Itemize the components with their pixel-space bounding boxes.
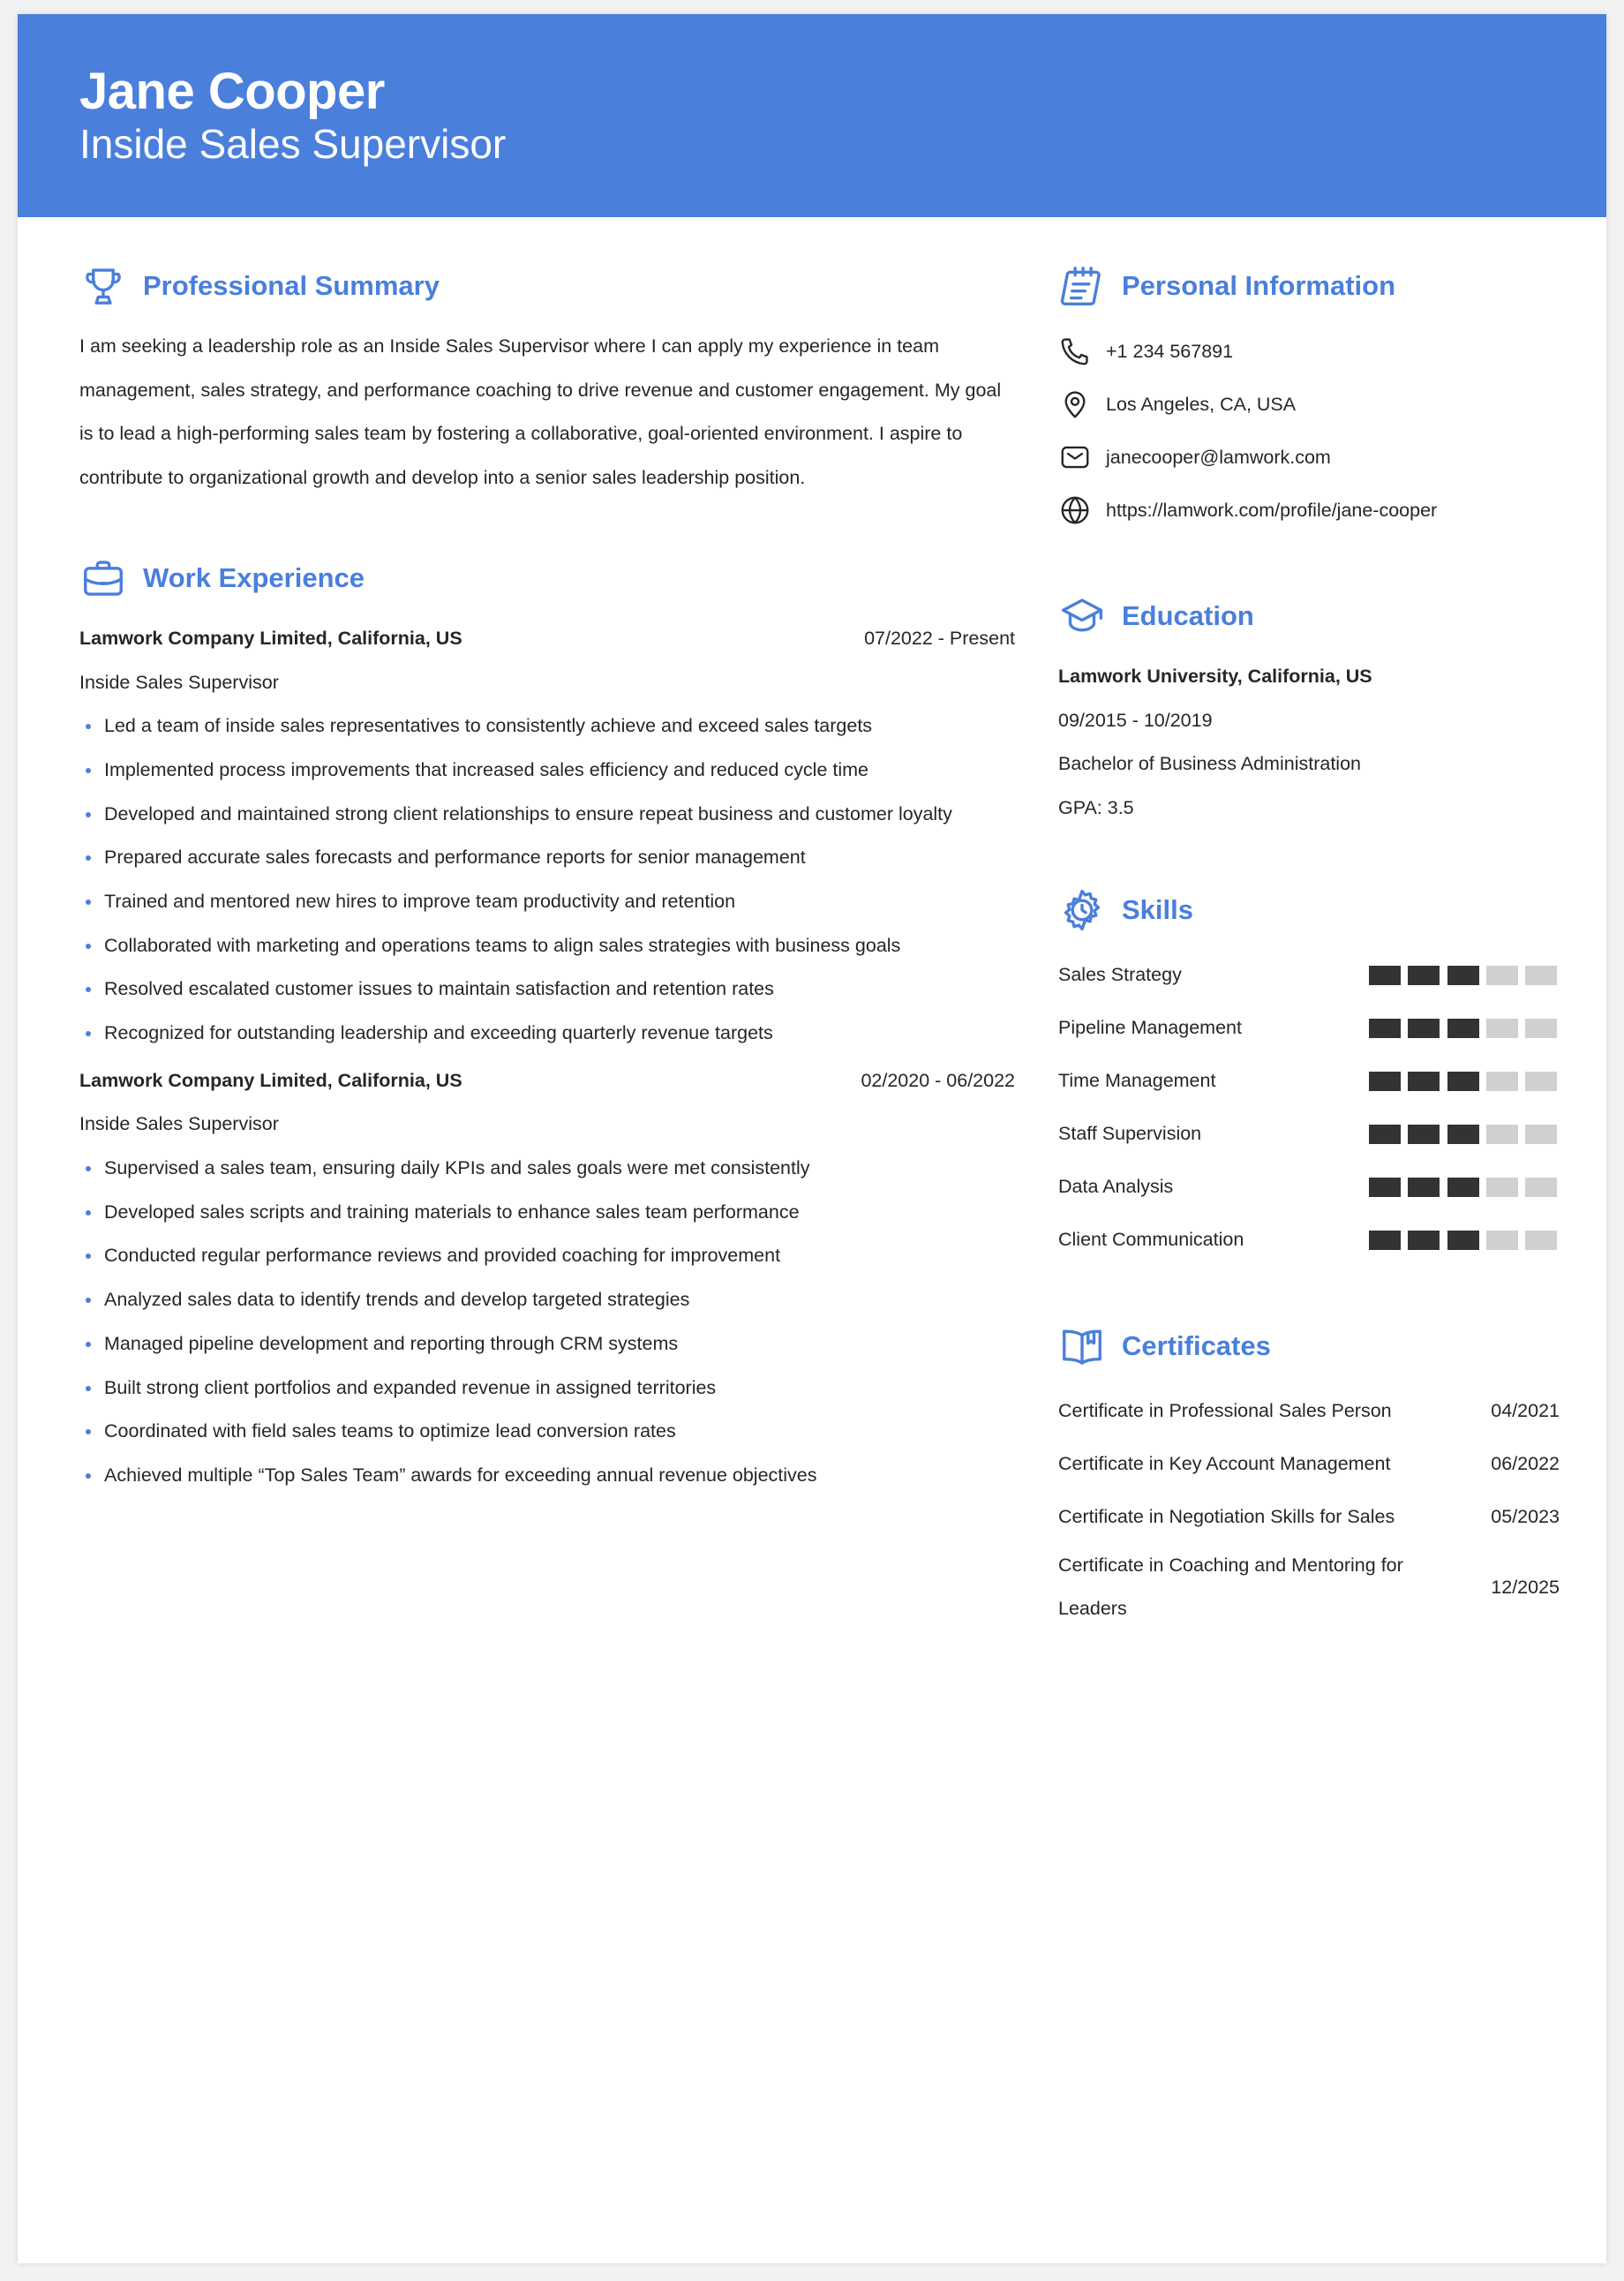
job-bullet [79,967,1015,1012]
bullet-dot-icon [86,1298,91,1303]
skill-level-empty-block [1525,1178,1557,1197]
briefcase-icon [79,554,127,602]
skill-level-meter [1369,1072,1557,1091]
skill-level-empty-block [1486,1125,1518,1144]
bullet-text: Collaborated with marketing and operations teams to align sales strategies with business goals [104,934,901,956]
section-header [1058,1321,1560,1371]
skill-name: Data Analysis [1058,1176,1174,1198]
professional-summary-section [79,261,1015,501]
contact-website [1058,484,1560,537]
job-position: Inside Sales Supervisor [79,1113,279,1135]
bullet-dot-icon [86,812,91,817]
certificate-name: Certificate in Key Account Management [1058,1452,1391,1474]
bullet-dot-icon [86,987,91,992]
bullet-dot-icon [86,724,91,729]
bullet-dot-icon [86,1031,91,1036]
skill-level-filled-block [1369,1125,1401,1144]
skill-level-empty-block [1525,966,1557,985]
bullet-text: Analyzed sales data to identify trends and develop targeted strategies [104,1289,690,1311]
skill-level-empty-block [1486,966,1518,985]
skill-level-filled-block [1447,966,1479,985]
skill-row [1058,1108,1560,1161]
job-bullet [79,749,1015,793]
job-header-row [79,617,1015,661]
globe-icon [1058,493,1092,527]
work-experience-section [79,553,1015,1498]
skill-level-filled-block [1408,966,1440,985]
bullet-dot-icon [86,900,91,905]
bullet-text: Recognized for outstanding leadership and exceeding quarterly revenue targets [104,1022,773,1043]
certificate-row [1058,1491,1560,1544]
gear-clock-icon [1058,886,1106,934]
job-position: Inside Sales Supervisor [79,671,279,693]
skill-level-meter [1369,1019,1557,1038]
skill-level-meter [1369,1178,1557,1197]
job-bullet [79,1322,1015,1366]
education-dates: 09/2015 - 10/2019 [1058,709,1213,731]
phone-value: +1 234 567891 [1106,340,1234,362]
section-title: Work Experience [143,561,365,593]
skill-name: Time Management [1058,1070,1216,1092]
bullet-text: Conducted regular performance reviews and provided coaching for improvement [104,1245,781,1267]
contact-email [1058,431,1560,484]
trophy-icon [79,262,127,310]
section-title: Certificates [1122,1329,1271,1361]
job-bullet [79,1012,1015,1056]
skill-row [1058,1002,1560,1055]
job-bullet [79,1191,1015,1235]
skill-level-meter [1369,1231,1557,1250]
skill-level-filled-block [1447,1019,1479,1038]
bullet-text: Led a team of inside sales representatives to consistently achieve and exceed sales targets [104,715,873,737]
skill-level-filled-block [1447,1231,1479,1250]
job-bullet-list [79,704,1015,1056]
skill-row [1058,1161,1560,1214]
education-entry [1058,655,1560,831]
certificate-list [1058,1385,1560,1631]
job-header-row [79,1059,1015,1103]
bullet-dot-icon [86,1342,91,1347]
email-icon [1058,440,1092,474]
job-bullet [79,1147,1015,1191]
phone-icon [1058,335,1092,368]
bullet-dot-icon [86,1386,91,1391]
contact-list [1058,325,1560,537]
section-title: Professional Summary [143,270,440,301]
bullet-text: Built strong client portfolios and expanded revenue in assigned territories [104,1376,717,1398]
skill-row [1058,1214,1560,1267]
skill-level-empty-block [1525,1019,1557,1038]
skill-name: Staff Supervision [1058,1123,1202,1145]
bullet-text: Achieved multiple “Top Sales Team” awards for exceeding annual revenue objectives [104,1464,817,1486]
job-bullet [79,1410,1015,1454]
skill-level-filled-block [1369,1019,1401,1038]
skill-level-filled-block [1447,1178,1479,1197]
job-bullet-list [79,1147,1015,1498]
certificate-row [1058,1438,1560,1491]
job-bullet [79,1366,1015,1411]
section-header [1058,591,1560,641]
skill-level-filled-block [1369,1072,1401,1091]
skill-level-filled-block [1408,1125,1440,1144]
education-section [1058,591,1560,831]
bullet-text: Developed sales scripts and training materials to enhance sales team performance [104,1201,800,1223]
skill-level-filled-block [1408,1178,1440,1197]
open-book-icon [1058,1322,1106,1370]
calendar-notes-icon [1058,262,1106,310]
location-pin-icon [1058,388,1092,421]
section-title: Personal Information [1122,270,1396,301]
bullet-text: Trained and mentored new hires to improve team productivity and retention [104,890,736,912]
job-bullet [79,880,1015,924]
certificate-date: 06/2022 [1491,1452,1560,1474]
job-bullet [79,1234,1015,1278]
skill-level-meter [1369,966,1557,985]
job-bullet [79,704,1015,749]
skill-level-empty-block [1486,1072,1518,1091]
email-value[interactable]: janecooper@lamwork.com [1106,446,1331,468]
bullet-dot-icon [86,1253,91,1259]
graduation-cap-icon [1058,592,1106,640]
bullet-text: Implemented process improvements that increased sales efficiency and reduced cycle time [104,758,868,780]
bullet-text: Resolved escalated customer issues to maintain satisfaction and retention rates [104,978,774,1000]
job-bullet [79,924,1015,968]
skill-level-filled-block [1369,1178,1401,1197]
skill-level-empty-block [1525,1231,1557,1250]
certificates-section [1058,1321,1560,1631]
bullet-dot-icon [86,1210,91,1216]
skill-level-filled-block [1408,1231,1440,1250]
skill-list [1058,949,1560,1267]
skill-level-empty-block [1525,1125,1557,1144]
skill-level-filled-block [1369,1231,1401,1250]
skill-name: Pipeline Management [1058,1017,1242,1039]
skill-level-filled-block [1447,1125,1479,1144]
skill-level-empty-block [1486,1178,1518,1197]
bullet-text: Coordinated with field sales teams to optimize lead conversion rates [104,1420,676,1442]
education-degree: Bachelor of Business Administration [1058,753,1361,775]
job-bullet [79,1278,1015,1322]
skill-level-empty-block [1525,1072,1557,1091]
bullet-dot-icon [86,1473,91,1479]
bullet-dot-icon [86,768,91,773]
bullet-text: Prepared accurate sales forecasts and performance reports for senior management [104,847,806,869]
skill-row [1058,1055,1560,1108]
contact-phone [1058,325,1560,378]
job-dates: 02/2020 - 06/2022 [861,1069,1015,1091]
job-entry [79,617,1015,1056]
resume-page [18,14,1606,2263]
section-header [1058,261,1560,311]
job-bullet [79,793,1015,837]
summary-text: I am seeking a leadership role as an Inside Sales Supervisor where I can apply my experience in team management, sales strategy, and performance coaching to drive revenue and customer engagement. My goal is to lead a high-performing sales team by fostering a collaborative, goal-oriented environment. I aspire to contribute to organizational growth and develop into a senior sales leadership position. [79,335,1002,489]
personal-information-section [1058,261,1560,537]
section-title: Education [1122,600,1254,631]
certificate-name: Certificate in Professional Sales Person [1058,1399,1392,1421]
education-gpa: GPA: 3.5 [1058,797,1134,819]
job-company: Lamwork Company Limited, California, US [79,627,462,649]
bullet-text: Developed and maintained strong client relationships to ensure repeat business and customer loyalty [104,802,952,824]
location-value: Los Angeles, CA, USA [1106,393,1297,415]
contact-location [1058,378,1560,431]
job-company: Lamwork Company Limited, California, US [79,1069,462,1091]
skill-level-filled-block [1408,1072,1440,1091]
bullet-dot-icon [86,944,91,949]
website-link[interactable]: https://lamwork.com/profile/jane-cooper [1106,499,1438,521]
section-header [79,553,1015,603]
right-column [1058,261,1560,1631]
certificate-name: Certificate in Negotiation Skills for Sales [1058,1505,1395,1527]
job-dates: 07/2022 - Present [864,627,1015,649]
job-entry [79,1059,1015,1498]
certificate-date: 12/2025 [1491,1576,1560,1598]
skill-row [1058,949,1560,1002]
skill-level-empty-block [1486,1231,1518,1250]
skill-name: Client Communication [1058,1229,1244,1251]
skills-section [1058,885,1560,1267]
bullet-dot-icon [86,855,91,861]
skill-level-meter [1369,1125,1557,1144]
certificate-row [1058,1385,1560,1438]
certificate-date: 05/2023 [1491,1505,1560,1527]
left-column [79,261,1015,1498]
bullet-dot-icon [86,1429,91,1434]
candidate-role: Inside Sales Supervisor [79,121,507,167]
skill-name: Sales Strategy [1058,964,1182,986]
certificate-row [1058,1544,1560,1631]
bullet-text: Supervised a sales team, ensuring daily KPIs and sales goals were met consistently [104,1157,810,1179]
bullet-dot-icon [86,1166,91,1171]
resume-header [18,14,1606,217]
job-bullet [79,836,1015,880]
candidate-name: Jane Cooper [79,63,385,120]
skill-level-filled-block [1369,966,1401,985]
bullet-text: Managed pipeline development and reporting through CRM systems [104,1332,679,1354]
section-header [79,261,1015,311]
education-school: Lamwork University, California, US [1058,666,1372,687]
skill-level-filled-block [1447,1072,1479,1091]
section-header [1058,885,1560,935]
skill-level-filled-block [1408,1019,1440,1038]
certificate-name: Certificate in Coaching and Mentoring for Leaders [1058,1554,1403,1620]
section-title: Skills [1122,893,1193,925]
job-bullet [79,1454,1015,1498]
skill-level-empty-block [1486,1019,1518,1038]
certificate-date: 04/2021 [1491,1399,1560,1421]
